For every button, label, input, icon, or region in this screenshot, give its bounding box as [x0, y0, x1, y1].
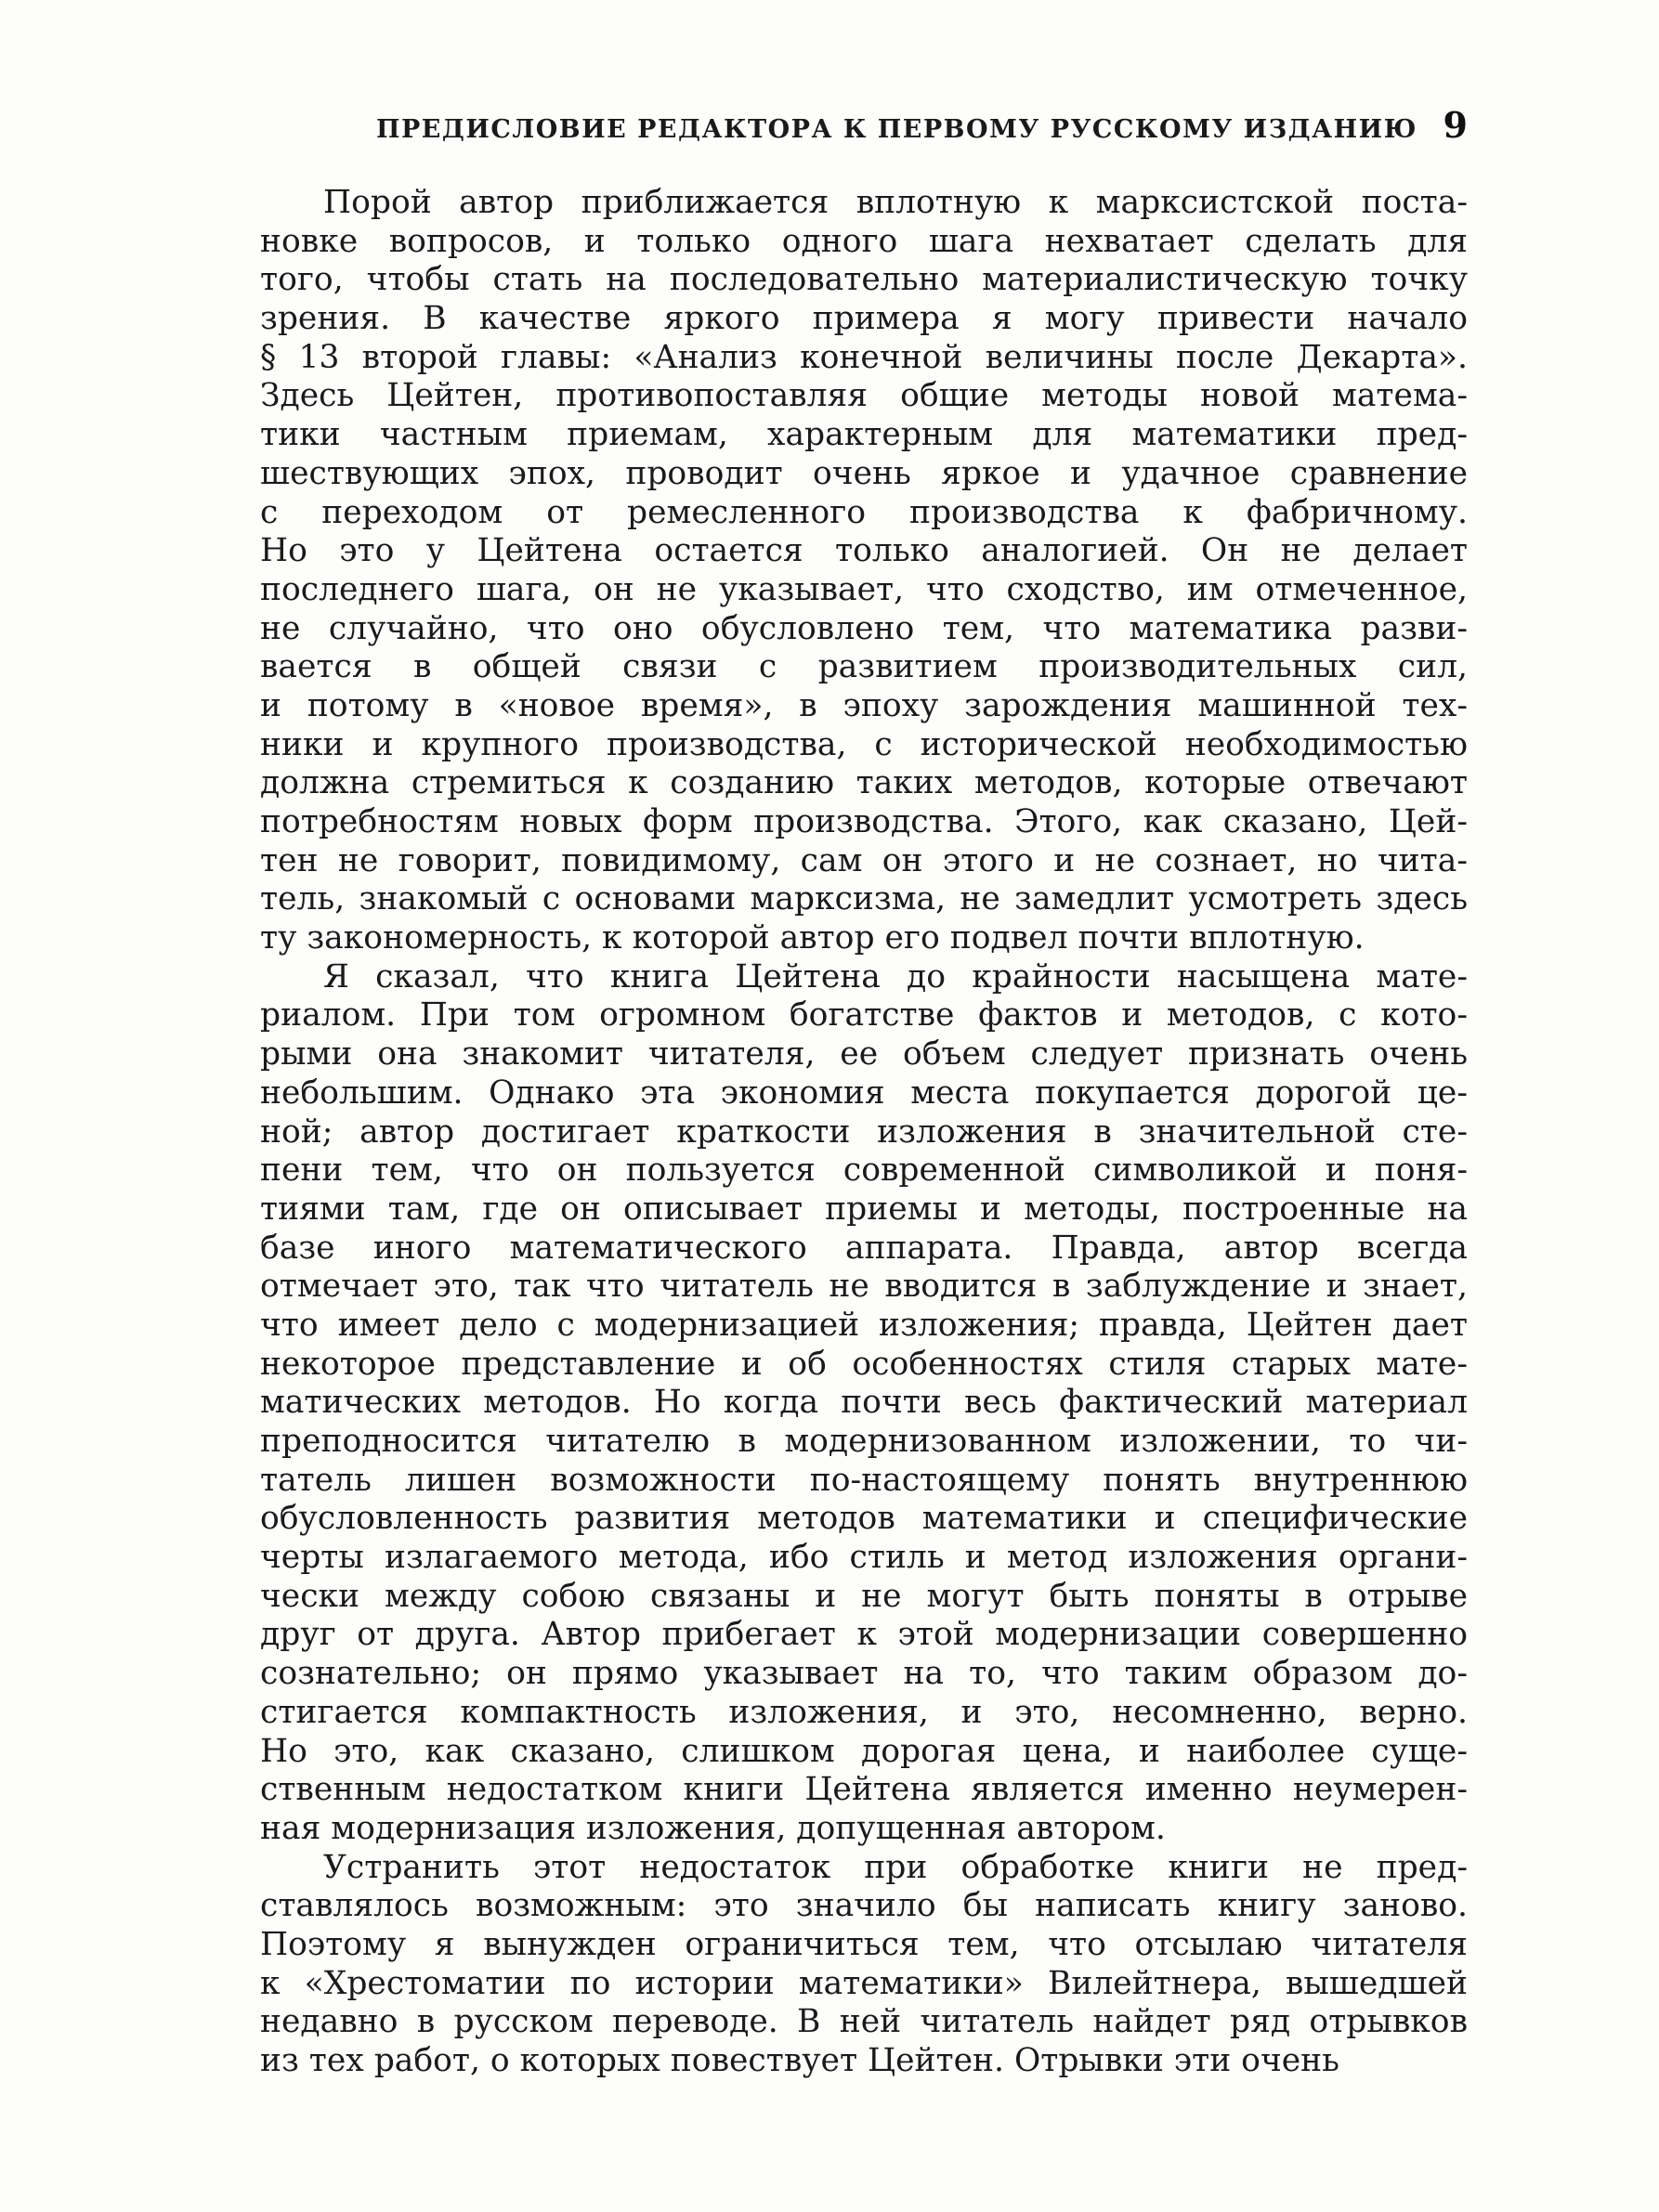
text-line: зрения. В качестве яркого примера я могу привести начало	[260, 300, 1468, 338]
page-header	[260, 104, 1468, 165]
text-line: потребностям новых форм производства. Этого, как сказано, Цей-	[260, 803, 1468, 840]
text-line: тель, знакомый с основами марксизма, не замедлит усмотреть здесь	[260, 880, 1468, 918]
text-line: стигается компактность изложения, и это, несомненно, верно.	[260, 1693, 1468, 1731]
text-line: Но это, как сказано, слишком дорогая цена, и наиболее суще-	[260, 1732, 1468, 1770]
text-line: тен не говорит, повидимому, сам он этого и не сознает, но чита-	[260, 841, 1468, 879]
text-line: пени тем, что он пользуется современной символикой и поня-	[260, 1152, 1468, 1190]
paragraph	[260, 184, 1468, 958]
text-line: риалом. При том огромном богатстве фактов и методов, с кото-	[260, 996, 1468, 1034]
text-line: тики частным приемам, характерным для математики пред-	[260, 416, 1468, 454]
text-line: Устранить этот недостаток при обработке книги не пред-	[323, 1848, 1468, 1886]
text-line: друг от друга. Автор прибегает к этой модернизации совершенно	[260, 1616, 1468, 1654]
text-line: и потому в «новое время», в эпоху зарождения машинной тех-	[260, 686, 1468, 724]
text-line: вается в общей связи с развитием производительных сил,	[260, 648, 1468, 686]
text-line: новке вопросов, и только одного шага нехватает сделать для	[260, 222, 1468, 260]
text-line: не случайно, что оно обусловлено тем, что математика разви-	[260, 609, 1468, 647]
text-line: отмечает это, так что читатель не вводится в заблуждение и знает,	[260, 1268, 1468, 1306]
text-line: ной; автор достигает краткости изложения в значительной сте-	[260, 1113, 1468, 1151]
text-line: к «Хрестоматии по истории математики» Вилейтнера, вышедшей	[260, 1964, 1468, 2002]
text-line: ставлялось возможным: это значило бы написать книгу заново.	[260, 1887, 1468, 1925]
text-line: ственным недостатком книги Цейтена является именно неумерен-	[260, 1771, 1468, 1809]
text-line: черты излагаемого метода, ибо стиль и метод изложения органи-	[260, 1539, 1468, 1577]
text-line: § 13 второй главы: «Анализ конечной величины после Декарта».	[260, 338, 1468, 376]
text-line: Но это у Цейтена остается только аналогией. Он не делает	[260, 532, 1468, 570]
text-line: сознательно; он прямо указывает на то, что таким образом до-	[260, 1655, 1468, 1693]
text-line: Порой автор приближается вплотную к марксистской поста-	[323, 184, 1468, 221]
text-line: небольшим. Однако эта экономия места покупается дорогой це-	[260, 1073, 1468, 1112]
text-line: с переходом от ремесленного производства к фабричному.	[260, 493, 1468, 531]
text-line: татель лишен возможности по-настоящему понять внутреннюю	[260, 1461, 1468, 1499]
running-head: ПРЕДИСЛОВИЕ РЕДАКТОРА К ПЕРВОМУ РУССКОМУ ИЗДАНИЮ	[376, 115, 1417, 144]
page-number: 9	[1443, 104, 1468, 146]
text-line: обусловленность развития методов математики и специфические	[260, 1500, 1468, 1538]
body-text	[260, 184, 1468, 2081]
text-line: шествующих эпох, проводит очень яркое и удачное сравнение	[260, 454, 1468, 492]
text-line: базе иного математического аппарата. Правда, автор всегда	[260, 1229, 1468, 1267]
text-line: Поэтому я вынужден ограничиться тем, что отсылаю читателя	[260, 1925, 1468, 1963]
text-line: того, чтобы стать на последовательно материалистическую точку	[260, 261, 1468, 299]
text-line: рыми она знакомит читателя, ее объем следует признать очень	[260, 1035, 1468, 1073]
text-line: чески между собою связаны и не могут быть поняты в отрыве	[260, 1577, 1468, 1615]
paragraph	[260, 1849, 1468, 2081]
text-line: из тех работ, о которых повествует Цейтен. Отрывки эти очень	[260, 2042, 1339, 2079]
text-line: недавно в русском переводе. В ней читатель найдет ряд отрывков	[260, 2003, 1468, 2041]
text-line: некоторое представление и об особенностях стиля старых мате-	[260, 1345, 1468, 1383]
text-line: ная модернизация изложения, допущенная автором.	[260, 1809, 1166, 1847]
text-line: должна стремиться к созданию таких методов, которые отвечают	[260, 764, 1468, 802]
text-line: Здесь Цейтен, противопоставляя общие методы новой матема-	[260, 377, 1468, 415]
text-line: матических методов. Но когда почти весь фактический материал	[260, 1384, 1468, 1422]
text-line: преподносится читателю в модернизованном изложении, то чи-	[260, 1423, 1468, 1460]
paragraph	[260, 958, 1468, 1849]
text-line: ту закономерность, к которой автор его подвел почти вплотную.	[260, 919, 1365, 957]
text-line: ники и крупного производства, с исторической необходимостью	[260, 725, 1468, 763]
text-line: последнего шага, он не указывает, что сходство, им отмеченное,	[260, 570, 1468, 608]
text-line: тиями там, где он описывает приемы и методы, построенные на	[260, 1190, 1468, 1228]
text-line: что имеет дело с модернизацией изложения; правда, Цейтен дает	[260, 1306, 1468, 1344]
text-line: Я сказал, что книга Цейтена до крайности насыщена мате-	[323, 957, 1468, 995]
